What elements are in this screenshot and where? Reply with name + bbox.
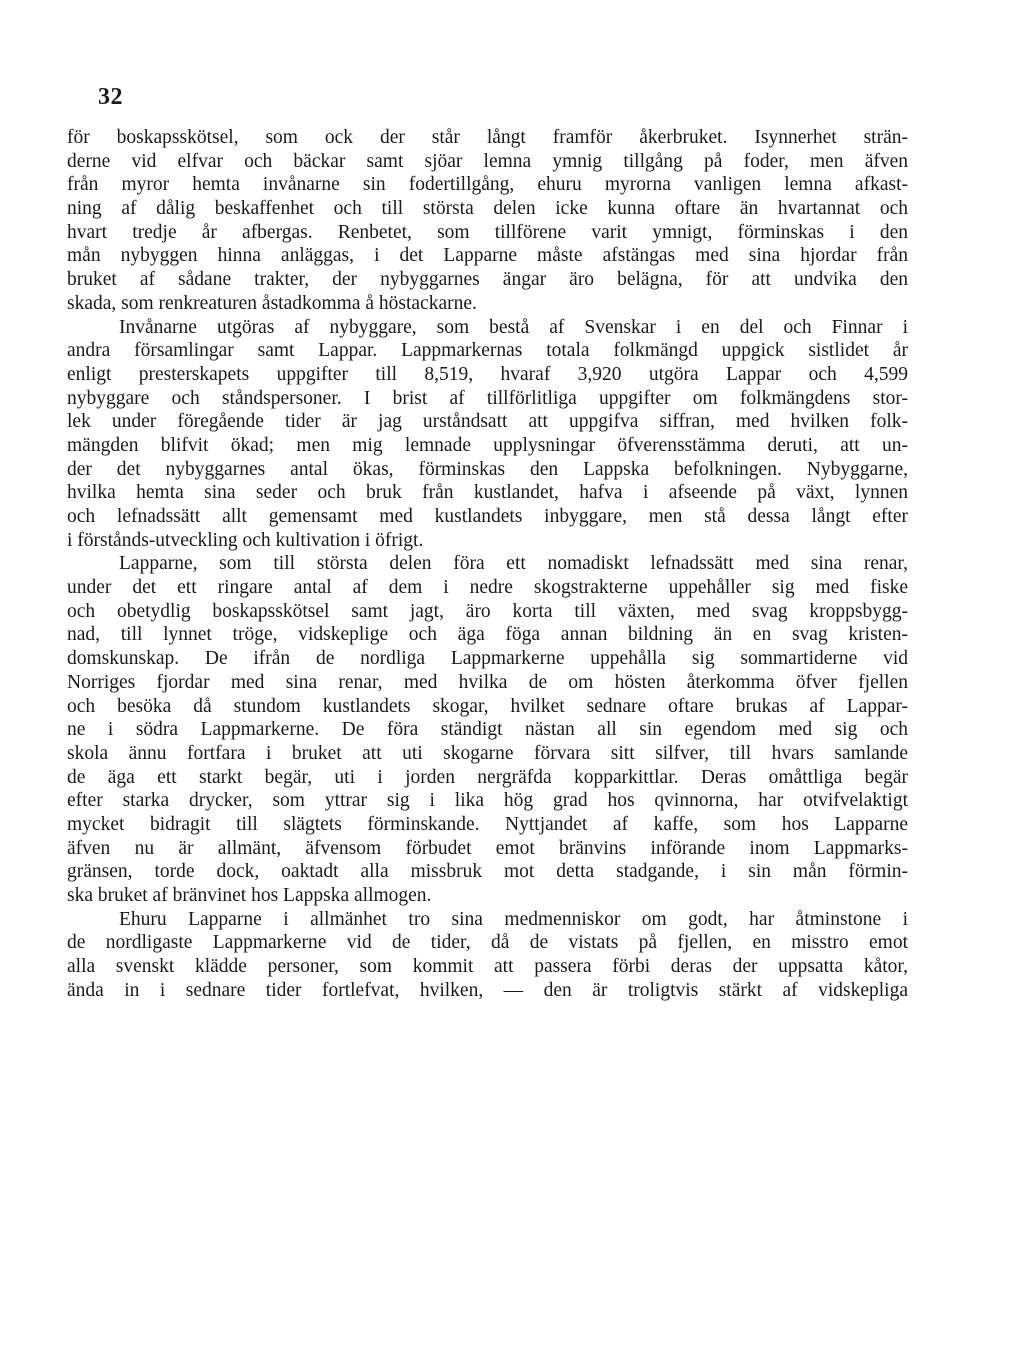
- text-line: ne i södra Lappmarkerne. De föra ständigt nästan all sin egendom med sig och: [67, 719, 908, 741]
- text-line: ska bruket af bränvinet hos Lappska allmogen.: [67, 885, 432, 906]
- text-line: andra församlingar samt Lappar. Lappmarkernas totala folkmängd uppgick sistlidet år: [67, 340, 908, 362]
- text-line: äfven nu är allmänt, äfvensom förbudet emot bränvins införande inom Lappmarks-: [67, 837, 908, 859]
- text-line: hvart tredje år afbergas. Renbetet, som tillförene varit ymnigt, förminskas i den: [67, 221, 908, 243]
- text-line: ning af dålig beskaffenhet och till största delen icke kunna oftare än hvartannat och: [67, 198, 908, 220]
- body-text: [67, 126, 908, 1002]
- text-line: och besöka då stundom kustlandets skogar, hvilket sednare oftare brukas af Lappar-: [67, 695, 908, 717]
- text-line: Norriges fjordar med sina renar, med hvilka de om hösten återkomma öfver fjellen: [67, 671, 908, 693]
- text-line: från myror hemta invånarne sin fodertillgång, ehuru myrorna vanligen lemna afkast-: [67, 174, 908, 196]
- text-line: för boskapsskötsel, som ock der står långt framför åkerbruket. Isynnerhet strän-: [67, 127, 908, 148]
- text-line: under det ett ringare antal af dem i nedre skogstrakterne uppehåller sig med fiske: [67, 577, 908, 599]
- text-line: Ehuru Lapparne i allmänhet tro sina medmenniskor om godt, har åtminstone i: [119, 908, 908, 930]
- text-line: derne vid elfvar och bäckar samt sjöar lemna ymnig tillgång på foder, men äfven: [67, 150, 908, 172]
- text-line: enligt presterskapets uppgifter till 8,519, hvaraf 3,920 utgöra Lappar och 4,599: [67, 363, 908, 385]
- page-number: 32: [98, 84, 123, 110]
- text-line: hvilka hemta sina seder och bruk från kustlandet, hafva i afseende på växt, lynnen: [67, 482, 908, 504]
- text-line: der det nybyggarnes antal ökas, förminskas den Lappska befolkningen. Nybyggarne,: [67, 458, 908, 480]
- text-line: och lefnadssätt allt gemensamt med kustlandets inbyggare, men stå dessa långt efter: [67, 506, 908, 527]
- text-line: nybyggare och ståndspersoner. I brist af tillförlitliga uppgifter om folkmängdens stor-: [67, 387, 908, 409]
- text-line: gränsen, torde dock, oaktadt alla missbruk mot detta stadgande, i sin mån förmin-: [67, 861, 908, 883]
- text-line: skola ännu fortfara i bruket att uti skogarne förvara sitt silfver, till hvars samlande: [67, 742, 908, 764]
- text-line: domskunskap. De ifrån de nordliga Lappmarkerne uppehålla sig sommartiderne vid: [67, 648, 908, 670]
- text-line: nad, till lynnet tröge, vidskeplige och äga föga annan bildning än en svag kristen-: [67, 624, 908, 646]
- text-line: lek under föregående tider är jag urståndsatt att uppgifva siffran, med hvilken folk-: [67, 411, 908, 433]
- text-line: efter starka drycker, som yttrar sig i lika hög grad hos qvinnorna, har otvifvelaktigt: [67, 790, 908, 812]
- text-line: i förstånds-utveckling och kultivation i öfrigt.: [67, 529, 424, 551]
- text-line: Invånarne utgöras af nybyggare, som bestå af Svenskar i en del och Finnar i: [119, 316, 908, 338]
- text-line: de äga ett starkt begär, uti i jorden nergräfda kopparkittlar. Deras omåttliga begär: [67, 766, 908, 788]
- text-line: bruket af sådane trakter, der nybyggarnes ängar äro belägna, för att undvika den: [67, 269, 908, 291]
- text-line: och obetydlig boskapsskötsel samt jagt, äro korta till växten, med svag kroppsbygg-: [67, 600, 908, 622]
- text-line: mån nybyggen hinna anläggas, i det Lapparne måste afstängas med sina hjordar från: [67, 245, 908, 267]
- text-line: skada, som renkreaturen åstadkomma å höstackarne.: [67, 292, 477, 314]
- text-line: mängden blifvit ökad; men mig lemnade upplysningar öfverensstämma deruti, att un-: [67, 434, 908, 456]
- text-line: de nordligaste Lappmarkerne vid de tider, då de vistats på fjellen, en misstro emot: [67, 932, 908, 954]
- text-line: mycket bidragit till slägtets förminskande. Nyttjandet af kaffe, som hos Lapparne: [67, 813, 908, 835]
- text-line: ända in i sednare tider fortlefvat, hvilken, — den är troligtvis stärkt af vidskepliga: [67, 979, 908, 1001]
- text-line: alla svenskt klädde personer, som kommit att passera förbi deras der uppsatta kåtor,: [67, 956, 908, 978]
- text-line: Lapparne, som till största delen föra ett nomadiskt lefnadssätt med sina renar,: [119, 553, 908, 575]
